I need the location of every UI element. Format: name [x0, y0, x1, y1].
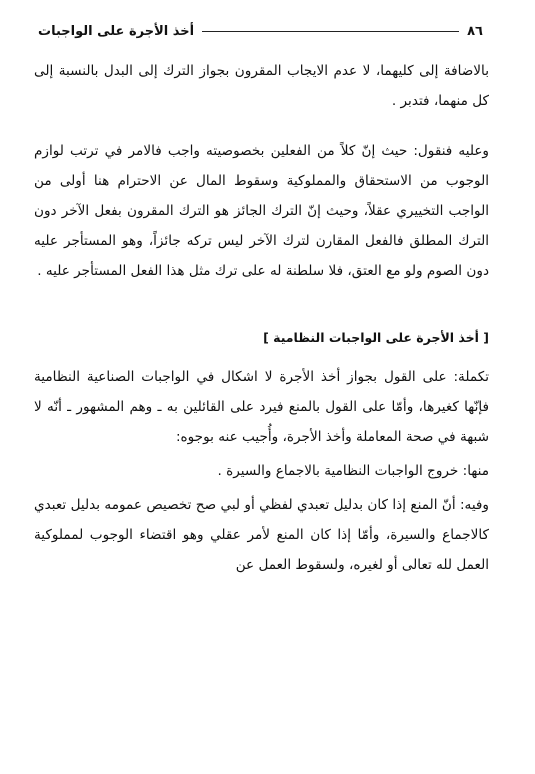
running-title: أخذ الأجرة على الواجبات — [38, 23, 195, 39]
page-body — [34, 56, 489, 580]
page-number: ٨٦ — [467, 23, 483, 39]
paragraph-first-answer: منها: خروج الواجبات النظامية بالاجماع والسيرة . — [217, 463, 489, 479]
paragraph-continuation: بالاضافة إلى كليهما، لا عدم الايجاب المقرون بجواز الترك إلى البدل بالنسبة إلى كل منهما، فتدبر . — [34, 63, 489, 109]
paragraph-supplement: تكملة: على القول بجواز أخذ الأجرة لا اشكال في الواجبات الصناعية النظامية فإنّها كغيرها، وأمّا على القول بالمنع فيرد على القائلين به ـ وهم المشهور ـ أنّه لا شبهة في صحة المعاملة وأخذ الأجرة، وأُجيب عنه بوجوه: — [34, 369, 489, 445]
paragraph-response: وفيه: أنّ المنع إذا كان بدليل تعبدي لفظي أو لبي صح تخصيص عمومه بدليل تعبدي كالاجماع والسيرة، وأمّا إذا كان المنع لأمر عقلي وهو اقتضاء الوجوب لمملوكية العمل لله تعالى أو لغيره، ولسقوط العمل عن — [34, 497, 489, 573]
paragraph-argument: وعليه فنقول: حيث إنّ كلاً من الفعلين بخصوصيته واجب فالامر في ترتب لوازم الوجوب من الاستحقاق والمملوكية وسقوط المال عن الاحترام هنا أولى من الواجب التخييري عقلاً، وحيث إنّ الترك الجائز هو الترك المقرون بفعل الآخر دون الترك المطلق فالفعل المقارن لترك الآخر ليس تركه جائزاً، وهو المستأجر عليه دون الصوم ولو مع العتق، فلا سلطنة له على ترك مثل هذا الفعل المستأجر عليه . — [34, 143, 489, 279]
section-heading: [ أخذ الأجرة على الواجبات النظامية ] — [263, 330, 489, 345]
header-rule — [202, 31, 459, 32]
page-header — [38, 20, 483, 42]
